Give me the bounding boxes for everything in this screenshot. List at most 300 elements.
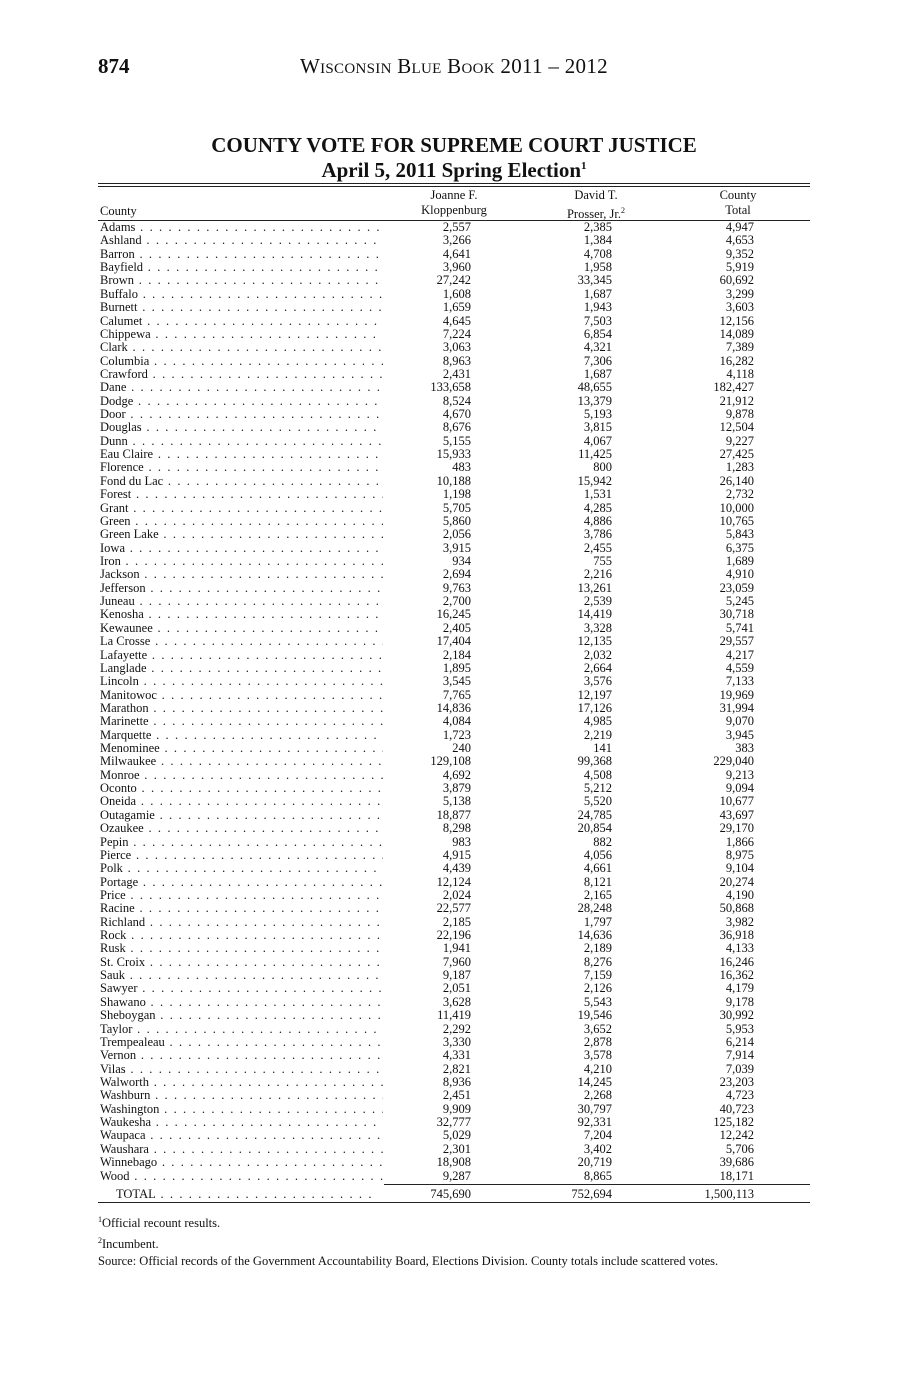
table-row (98, 795, 810, 808)
kloppenburg-votes: 2,024 (442, 887, 471, 902)
table-row (98, 555, 810, 568)
prosser-votes: 2,216 (583, 567, 612, 582)
prosser-votes: 4,056 (583, 847, 612, 862)
county-total-votes: 5,741 (725, 620, 754, 635)
kloppenburg-votes: 2,292 (442, 1021, 471, 1036)
prosser-votes: 8,276 (583, 954, 612, 969)
kloppenburg-votes: 8,524 (442, 393, 471, 408)
county-name: Iron . . . (100, 555, 383, 568)
county-total-votes: 19,969 (719, 687, 754, 702)
county-name: Kenosha . . . (100, 608, 383, 621)
county-name: Polk . . . (100, 862, 383, 875)
prosser-votes: 4,886 (583, 513, 612, 528)
county-total-votes: 9,070 (725, 714, 754, 729)
county-total-votes: 43,697 (719, 807, 754, 822)
kloppenburg-votes: 240 (452, 741, 471, 756)
kloppenburg-votes: 14,836 (436, 700, 471, 715)
table-row (98, 929, 810, 942)
table-row (98, 461, 810, 474)
total-county-total: 1,500,113 (704, 1186, 754, 1201)
prosser-votes: 4,210 (583, 1061, 612, 1076)
prosser-votes: 1,958 (583, 260, 612, 275)
county-total-votes: 21,912 (719, 393, 754, 408)
kloppenburg-votes: 1,198 (442, 487, 471, 502)
prosser-votes: 11,425 (578, 447, 612, 462)
sum-rule (384, 1184, 810, 1185)
county-total-votes: 9,094 (725, 781, 754, 796)
table-row (98, 849, 810, 862)
kloppenburg-votes: 2,451 (442, 1088, 471, 1103)
county-name: Door . . . (100, 408, 383, 421)
county-name: Clark . . . (100, 341, 383, 354)
prosser-votes: 2,385 (583, 220, 612, 234)
county-total-votes: 50,868 (719, 901, 754, 916)
table-row (98, 301, 810, 314)
county-total-votes: 27,425 (719, 447, 754, 462)
kloppenburg-votes: 2,700 (442, 594, 471, 609)
county-name: Eau Claire . . . (100, 448, 383, 461)
county-total-votes: 2,732 (725, 487, 754, 502)
prosser-votes: 28,248 (577, 901, 612, 916)
county-name: Barron . . . (100, 248, 383, 261)
table-row (98, 608, 810, 621)
kloppenburg-votes: 1,608 (442, 286, 471, 301)
prosser-votes: 2,219 (583, 727, 612, 742)
county-total-votes: 9,227 (725, 433, 754, 448)
county-name: Milwaukee . . . (100, 755, 383, 768)
county-total-votes: 4,910 (725, 567, 754, 582)
county-name: Iowa . . . (100, 542, 383, 555)
table-row (98, 622, 810, 635)
county-name: Pierce . . . (100, 849, 383, 862)
kloppenburg-votes: 5,705 (442, 500, 471, 515)
table-row (98, 729, 810, 742)
county-name: Ozaukee . . . (100, 822, 383, 835)
prosser-votes: 4,067 (583, 433, 612, 448)
county-total-votes: 3,603 (725, 300, 754, 315)
county-name: Shawano . . . (100, 996, 383, 1009)
prosser-votes: 14,245 (577, 1075, 612, 1089)
prosser-votes: 4,285 (583, 500, 612, 515)
table-row (98, 1143, 810, 1156)
county-name: Sheboygan . . . (100, 1009, 383, 1022)
title-line-1: COUNTY VOTE FOR SUPREME COURT JUSTICE (211, 133, 697, 157)
table-row (98, 769, 810, 782)
county-total-votes: 4,559 (725, 660, 754, 675)
county-name: Sawyer . . . (100, 982, 383, 995)
kloppenburg-votes: 1,723 (442, 727, 471, 742)
county-total-votes: 5,919 (725, 260, 754, 275)
table-row (98, 542, 810, 555)
prosser-votes: 1,687 (583, 366, 612, 381)
top-rule (98, 183, 810, 184)
table-row (98, 595, 810, 608)
county-name: Monroe . . . (100, 769, 383, 782)
prosser-votes: 2,455 (583, 540, 612, 555)
county-name: Pepin . . . (100, 836, 383, 849)
county-total-votes: 7,039 (725, 1061, 754, 1076)
table-row (98, 649, 810, 662)
table-row (98, 528, 810, 541)
table-row (98, 715, 810, 728)
prosser-votes: 4,661 (583, 861, 612, 876)
table-row (98, 1076, 810, 1089)
prosser-votes: 20,719 (577, 1155, 612, 1170)
county-total-votes: 29,170 (719, 821, 754, 836)
total-row (98, 1186, 810, 1202)
prosser-votes: 2,032 (583, 647, 612, 662)
county-name: Jefferson . . . (100, 582, 383, 595)
county-total-votes: 4,133 (725, 941, 754, 956)
county-total-votes: 6,375 (725, 540, 754, 555)
header-county-total (682, 188, 794, 218)
kloppenburg-votes: 3,915 (442, 540, 471, 555)
kloppenburg-votes: 18,877 (436, 807, 471, 822)
table-row (98, 488, 810, 501)
county-name: Fond du Lac . . . (100, 475, 383, 488)
county-total-votes: 16,282 (719, 353, 754, 368)
county-total-votes: 9,213 (725, 767, 754, 782)
county-total-votes: 4,217 (725, 647, 754, 662)
county-name: Ashland . . . (100, 234, 383, 247)
kloppenburg-votes: 2,431 (442, 366, 471, 381)
county-name: Lincoln . . . (100, 675, 383, 688)
kloppenburg-votes: 7,765 (442, 687, 471, 702)
county-total-votes: 10,000 (719, 500, 754, 515)
table-row (98, 742, 810, 755)
county-name: Burnett . . . (100, 301, 383, 314)
county-name: Jackson . . . (100, 568, 383, 581)
table-row (98, 341, 810, 354)
county-name: Dodge . . . (100, 395, 383, 408)
county-total-votes: 60,692 (719, 273, 754, 288)
kloppenburg-votes: 3,879 (442, 781, 471, 796)
kloppenburg-votes: 1,895 (442, 660, 471, 675)
kloppenburg-votes: 22,577 (436, 901, 471, 916)
kloppenburg-votes: 3,545 (442, 674, 471, 689)
county-name: Rusk . . . (100, 942, 383, 955)
prosser-votes: 92,331 (577, 1115, 612, 1130)
kloppenburg-votes: 4,692 (442, 767, 471, 782)
kloppenburg-votes: 2,185 (442, 914, 471, 929)
kloppenburg-votes: 4,439 (442, 861, 471, 876)
county-total-votes: 7,914 (725, 1048, 754, 1063)
kloppenburg-votes: 9,763 (442, 580, 471, 595)
prosser-votes: 3,815 (583, 420, 612, 435)
prosser-votes: 882 (593, 834, 612, 849)
county-name: Vernon . . . (100, 1049, 383, 1062)
vote-table (98, 187, 810, 1203)
county-total-votes: 1,283 (725, 460, 754, 475)
table-row (98, 956, 810, 969)
table-row (98, 755, 810, 768)
prosser-votes: 4,985 (583, 714, 612, 729)
table-row (98, 288, 810, 301)
prosser-votes: 5,193 (583, 407, 612, 422)
county-name: Bayfield . . . (100, 261, 383, 274)
header-prosser (540, 188, 652, 222)
table-row (98, 862, 810, 875)
kloppenburg-votes: 2,557 (442, 220, 471, 234)
table-row (98, 916, 810, 929)
prosser-votes: 5,543 (583, 994, 612, 1009)
book-title: Wisconsin Blue Book 2011 – 2012 (300, 54, 608, 78)
table-row (98, 836, 810, 849)
total-label: TOTAL . . . (116, 1186, 378, 1202)
table-row (98, 328, 810, 341)
county-name: Manitowoc . . . (100, 689, 383, 702)
table-row (98, 1009, 810, 1022)
county-name: Dane . . . (100, 381, 383, 394)
table-row (98, 368, 810, 381)
header-county: County (100, 204, 137, 218)
table-row (98, 502, 810, 515)
prosser-votes: 3,786 (583, 527, 612, 542)
county-total-votes: 14,089 (719, 326, 754, 341)
kloppenburg-votes: 27,242 (436, 273, 471, 288)
kloppenburg-votes: 5,860 (442, 513, 471, 528)
table-row (98, 582, 810, 595)
table-row (98, 261, 810, 274)
county-total-votes: 4,653 (725, 233, 754, 248)
county-name: Chippewa . . . (100, 328, 383, 341)
county-total-votes: 29,557 (719, 634, 754, 649)
table-row (98, 902, 810, 915)
county-total-votes: 3,982 (725, 914, 754, 929)
kloppenburg-votes: 2,821 (442, 1061, 471, 1076)
prosser-votes: 1,687 (583, 286, 612, 301)
county-name: St. Croix . . . (100, 956, 383, 969)
bottom-rule (98, 1202, 810, 1203)
prosser-votes: 2,189 (583, 941, 612, 956)
footnote-1-text: Official recount results. (102, 1216, 221, 1231)
prosser-votes: 2,539 (583, 594, 612, 609)
footnote-marker-1: 1 (581, 160, 587, 172)
kloppenburg-votes: 7,960 (442, 954, 471, 969)
table-row (98, 942, 810, 955)
county-total-votes: 30,718 (719, 607, 754, 622)
kloppenburg-votes: 9,287 (442, 1168, 471, 1183)
table-row (98, 689, 810, 702)
prosser-votes: 3,578 (583, 1048, 612, 1063)
kloppenburg-votes: 15,933 (436, 447, 471, 462)
prosser-votes: 3,328 (583, 620, 612, 635)
footnote-2 (98, 1232, 810, 1253)
kloppenburg-votes: 18,908 (436, 1155, 471, 1170)
kloppenburg-votes: 934 (452, 553, 471, 568)
prosser-votes: 12,135 (577, 634, 612, 649)
prosser-votes: 1,531 (583, 487, 612, 502)
table-row (98, 1103, 810, 1116)
county-total-votes: 39,686 (719, 1155, 754, 1170)
county-name: Waushara . . . (100, 1143, 383, 1156)
kloppenburg-votes: 5,029 (442, 1128, 471, 1143)
prosser-votes: 33,345 (577, 273, 612, 288)
prosser-votes: 141 (593, 741, 612, 756)
county-total-votes: 229,040 (713, 754, 754, 769)
kloppenburg-votes: 3,063 (442, 340, 471, 355)
county-name: Outagamie . . . (100, 809, 383, 822)
kloppenburg-votes: 3,330 (442, 1034, 471, 1049)
table-row (98, 1063, 810, 1076)
county-total-votes: 12,242 (719, 1128, 754, 1143)
county-name: Columbia . . . (100, 355, 383, 368)
county-total-votes: 10,765 (719, 513, 754, 528)
table-row (98, 221, 810, 234)
kloppenburg-votes: 1,941 (442, 941, 471, 956)
table-row (98, 315, 810, 328)
prosser-votes: 7,159 (583, 968, 612, 983)
county-total-votes: 10,677 (719, 794, 754, 809)
prosser-votes: 755 (593, 553, 612, 568)
county-name: La Crosse . . . (100, 635, 383, 648)
kloppenburg-votes: 16,245 (436, 607, 471, 622)
prosser-votes: 2,165 (583, 887, 612, 902)
county-name: Richland . . . (100, 916, 383, 929)
kloppenburg-votes: 4,084 (442, 714, 471, 729)
prosser-votes: 3,576 (583, 674, 612, 689)
county-name: Forest . . . (100, 488, 383, 501)
prosser-votes: 4,321 (583, 340, 612, 355)
footnote-1 (98, 1211, 810, 1232)
county-name: Marathon . . . (100, 702, 383, 715)
table-row (98, 1170, 810, 1183)
kloppenburg-votes: 4,670 (442, 407, 471, 422)
county-total-votes: 23,059 (719, 580, 754, 595)
prosser-votes: 5,520 (583, 794, 612, 809)
county-total-votes: 12,504 (719, 420, 754, 435)
prosser-votes: 8,865 (583, 1168, 612, 1183)
county-name: Green . . . (100, 515, 383, 528)
kloppenburg-votes: 2,051 (442, 981, 471, 996)
table-row (98, 421, 810, 434)
table-title (98, 133, 810, 183)
prosser-votes: 20,854 (577, 821, 612, 836)
kloppenburg-votes: 17,404 (436, 634, 471, 649)
table-row (98, 889, 810, 902)
county-name: Taylor . . . (100, 1023, 383, 1036)
prosser-votes: 19,546 (577, 1008, 612, 1023)
county-name: Grant . . . (100, 502, 383, 515)
prosser-votes: 2,878 (583, 1034, 612, 1049)
table-header (98, 187, 810, 220)
kloppenburg-votes: 5,155 (442, 433, 471, 448)
county-name: Calumet . . . (100, 315, 383, 328)
table-row (98, 1116, 810, 1129)
prosser-votes: 14,419 (577, 607, 612, 622)
header-prosser-line2: Prosser, Jr. (566, 207, 622, 222)
county-total-votes: 5,843 (725, 527, 754, 542)
header-total-line1: County (719, 188, 757, 202)
county-total-votes: 4,190 (725, 887, 754, 902)
county-total-votes: 1,866 (725, 834, 754, 849)
county-total-votes: 5,953 (725, 1021, 754, 1036)
table-row (98, 1049, 810, 1062)
prosser-votes: 17,126 (577, 700, 612, 715)
county-total-votes: 26,140 (719, 473, 754, 488)
table-row (98, 515, 810, 528)
prosser-votes: 14,636 (577, 928, 612, 943)
kloppenburg-votes: 10,188 (436, 473, 471, 488)
county-total-votes: 182,427 (713, 380, 754, 395)
county-name: Rock . . . (100, 929, 383, 942)
kloppenburg-votes: 2,405 (442, 620, 471, 635)
prosser-votes: 4,708 (583, 246, 612, 261)
prosser-votes: 8,121 (583, 874, 612, 889)
prosser-votes: 30,797 (577, 1101, 612, 1116)
county-total-votes: 12,156 (719, 313, 754, 328)
table-row (98, 982, 810, 995)
footnote-marker-2: 2 (621, 206, 626, 215)
page-number: 874 (98, 54, 130, 78)
header-total-line2: Total (725, 203, 751, 217)
table-row (98, 969, 810, 982)
footnote-1-marker: 1 (98, 1215, 102, 1224)
county-name: Langlade . . . (100, 662, 383, 675)
kloppenburg-votes: 8,963 (442, 353, 471, 368)
kloppenburg-votes: 2,184 (442, 647, 471, 662)
kloppenburg-votes: 1,659 (442, 300, 471, 315)
source-note: Source: Official records of the Government Accountability Board, Elections Division. County totals include scattered votes. (98, 1254, 719, 1269)
kloppenburg-votes: 983 (452, 834, 471, 849)
county-name: Douglas . . . (100, 421, 383, 434)
county-name: Dunn . . . (100, 435, 383, 448)
county-name: Juneau . . . (100, 595, 383, 608)
kloppenburg-votes: 483 (452, 460, 471, 475)
prosser-votes: 3,652 (583, 1021, 612, 1036)
county-name: Trempealeau . . . (100, 1036, 383, 1049)
kloppenburg-votes: 4,641 (442, 246, 471, 261)
kloppenburg-votes: 8,676 (442, 420, 471, 435)
header-kloppenburg (398, 188, 510, 218)
prosser-votes: 7,204 (583, 1128, 612, 1143)
county-name: Vilas . . . (100, 1063, 383, 1076)
total-prosser: 752,694 (571, 1186, 612, 1201)
kloppenburg-votes: 7,224 (442, 326, 471, 341)
prosser-votes: 2,664 (583, 660, 612, 675)
county-name: Waupaca . . . (100, 1129, 383, 1142)
title-line-2 (98, 158, 810, 183)
kloppenburg-votes: 2,694 (442, 567, 471, 582)
county-total-votes: 4,118 (726, 366, 754, 381)
county-name: Brown . . . (100, 274, 383, 287)
header-prosser-line1: David T. (574, 188, 618, 202)
prosser-votes: 2,126 (583, 981, 612, 996)
county-total-votes: 3,299 (725, 286, 754, 301)
table-row (98, 274, 810, 287)
county-name: Winnebago . . . (100, 1156, 383, 1169)
county-name: Florence . . . (100, 461, 383, 474)
prosser-votes: 48,655 (577, 380, 612, 395)
kloppenburg-votes: 3,266 (442, 233, 471, 248)
kloppenburg-votes: 22,196 (436, 928, 471, 943)
table-row (98, 1156, 810, 1169)
county-total-votes: 8,975 (725, 847, 754, 862)
county-total-votes: 40,723 (719, 1101, 754, 1116)
county-name: Oneida . . . (100, 795, 383, 808)
footnote-2-marker: 2 (98, 1236, 102, 1246)
prosser-votes: 13,261 (577, 580, 612, 595)
county-total-votes: 1,689 (725, 553, 754, 568)
kloppenburg-votes: 3,960 (442, 260, 471, 275)
table-row (98, 1129, 810, 1142)
footnote-2-text: Incumbent. (102, 1237, 159, 1252)
kloppenburg-votes: 4,645 (442, 313, 471, 328)
prosser-votes: 5,212 (583, 781, 612, 796)
county-total-votes: 18,171 (719, 1168, 754, 1183)
county-total-votes: 7,133 (725, 674, 754, 689)
prosser-votes: 12,197 (577, 687, 612, 702)
